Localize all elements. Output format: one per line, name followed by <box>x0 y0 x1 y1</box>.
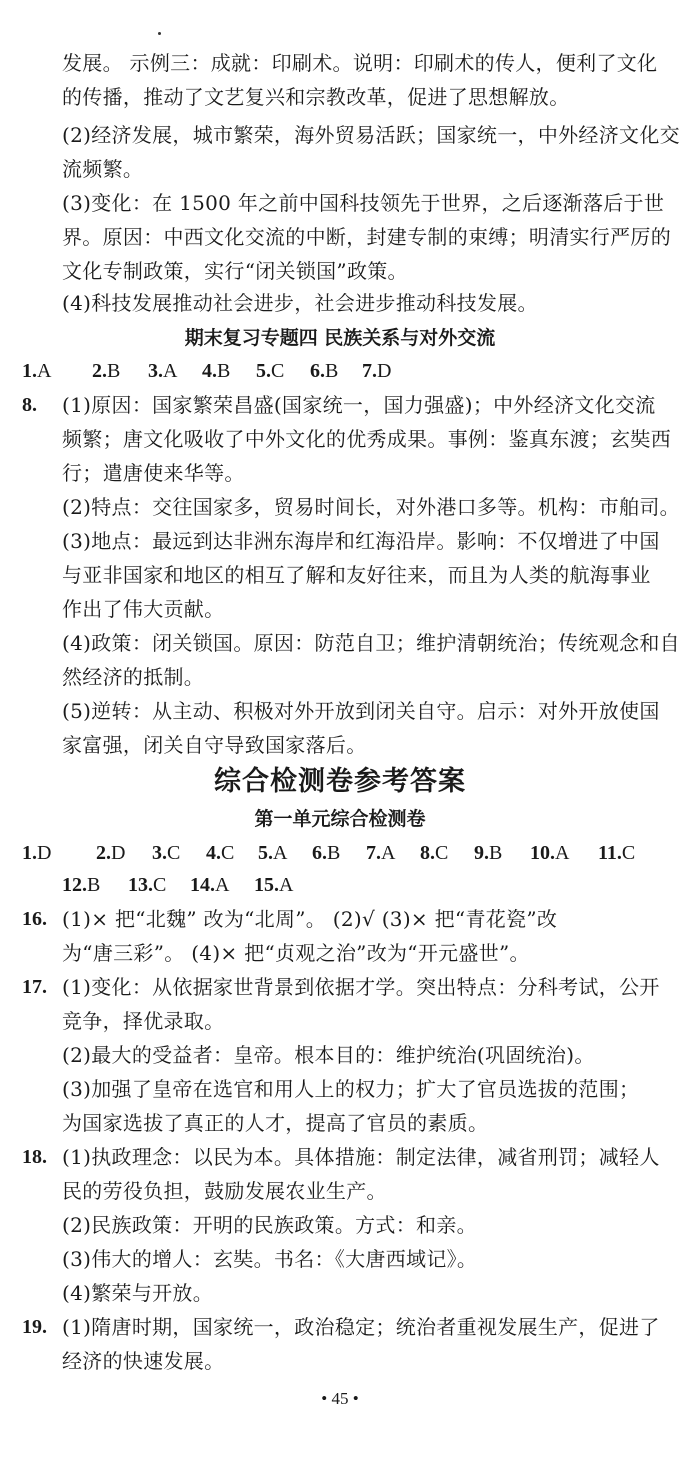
text-line: 界。原因：中西文化交流的中断，封建专制的束缚；明清实行严厉的 <box>62 225 671 249</box>
mc-answer: 1.A <box>22 360 52 382</box>
text-line: 流频繁。 <box>62 157 144 181</box>
page-number: • 45 • <box>321 1389 359 1408</box>
mc-answer: 4.C <box>206 842 235 864</box>
mc-answer: 9.B <box>474 842 503 864</box>
mc-answer: 7.D <box>362 360 392 382</box>
question-number: 16. <box>22 908 47 930</box>
text-line: 为国家选拔了真正的人才，提高了官员的素质。 <box>62 1111 489 1135</box>
mc-answer: 15.A <box>254 874 294 896</box>
mc-answer: 6.B <box>312 842 341 864</box>
text-line: (5)逆转：从主动、积极对外开放到闭关自守。启示：对外开放使国 <box>62 699 660 723</box>
mc-answer: 7.A <box>366 842 396 864</box>
text-line: 与亚非国家和地区的相互了解和友好往来，而且为人类的航海事业 <box>62 563 651 587</box>
section-heading: 第一单元综合检测卷 <box>254 808 426 830</box>
mc-answer: 13.C <box>128 874 167 896</box>
mc-answer: 8.C <box>420 842 449 864</box>
text-line: (3)加强了皇帝在选官和用人上的权力；扩大了官员选拔的范围； <box>62 1077 640 1101</box>
text-line: 经济的快速发展。 <box>62 1349 225 1373</box>
text-line: 行；遣唐使来华等。 <box>62 461 245 485</box>
text-line: (4)政策：闭关锁国。原因：防范自卫；维护清朝统治；传统观念和自 <box>62 631 680 655</box>
text-line: (1)执政理念：以民为本。具体措施：制定法律，减省刑罚；减轻人 <box>62 1145 660 1169</box>
text-line: 作出了伟大贡献。 <box>62 597 225 621</box>
mc-answer: 5.C <box>256 360 285 382</box>
text-line: (1)变化：从依据家世背景到依据才学。突出特点：分科考试，公开 <box>62 975 660 999</box>
question-number: 17. <box>22 976 47 998</box>
mc-answer: 3.A <box>148 360 178 382</box>
text-line: 的传播，推动了文艺复兴和宗教改革，促进了思想解放。 <box>62 85 570 109</box>
text-line: 民的劳役负担，鼓励发展农业生产。 <box>62 1179 387 1203</box>
mc-answer: 12.B <box>62 874 101 896</box>
mc-answer: 3.C <box>152 842 181 864</box>
text-line: 然经济的抵制。 <box>62 665 205 689</box>
text-line: (2)民族政策：开明的民族政策。方式：和亲。 <box>62 1213 477 1237</box>
mc-answer: 2.B <box>92 360 121 382</box>
question-number: 8. <box>22 394 37 416</box>
text-line: (3)地点：最远到达非洲东海岸和红海沿岸。影响：不仅增进了中国 <box>62 529 660 553</box>
text-line: 为“唐三彩”。 (4)× 把“贞观之治”改为“开元盛世”。 <box>62 941 530 965</box>
text-line: (1)隋唐时期，国家统一，政治稳定；统治者重视发展生产，促进了 <box>62 1315 660 1339</box>
question-number: 18. <box>22 1146 47 1168</box>
text-line: 家富强，闭关自守导致国家落后。 <box>62 733 367 757</box>
section-heading: 期末复习专题四 民族关系与对外交流 <box>184 327 496 349</box>
text-line: (3)变化：在 1500 年之前中国科技领先于世界，之后逐渐落后于世 <box>62 191 665 215</box>
mc-answer: 4.B <box>202 360 231 382</box>
text-line: (4)科技发展推动社会进步，社会进步推动科技发展。 <box>62 291 538 315</box>
question-number: 19. <box>22 1316 47 1338</box>
text-line: (2)特点：交往国家多，贸易时间长，对外港口多等。机构：市舶司。 <box>62 495 680 519</box>
mc-answer: 11.C <box>598 842 636 864</box>
mc-answer: 5.A <box>258 842 288 864</box>
text-line: (1)× 把“北魏” 改为“北周”。 (2)√ (3)× 把“青花瓷”改 <box>62 907 558 931</box>
print-speck <box>158 32 161 35</box>
mc-answer: 2.D <box>96 842 126 864</box>
text-line: (2)经济发展，城市繁荣，海外贸易活跃；国家统一，中外经济文化交 <box>62 123 680 147</box>
mc-answer: 6.B <box>310 360 339 382</box>
text-line: (3)伟大的增人：玄奘。书名：《大唐西域记》。 <box>62 1247 478 1271</box>
text-line: (1)原因：国家繁荣昌盛(国家统一，国力强盛)；中外经济文化交流 <box>62 393 656 417</box>
text-line: 频繁；唐文化吸收了中外文化的优秀成果。事例：鉴真东渡；玄奘西 <box>62 427 671 451</box>
text-line: 发展。 示例三：成就：印刷术。说明：印刷术的传人，便利了文化 <box>62 51 658 75</box>
text-line: 文化专制政策，实行“闭关锁国”政策。 <box>62 259 408 283</box>
text-line: (4)繁荣与开放。 <box>62 1281 214 1305</box>
mc-answer: 14.A <box>190 874 230 896</box>
mc-answer: 10.A <box>530 842 570 864</box>
text-line: (2)最大的受益者：皇帝。根本目的：维护统治(巩固统治)。 <box>62 1043 595 1067</box>
page-title: 综合检测卷参考答案 <box>214 766 466 797</box>
text-line: 竞争，择优录取。 <box>62 1009 225 1033</box>
mc-answer: 1.D <box>22 842 52 864</box>
